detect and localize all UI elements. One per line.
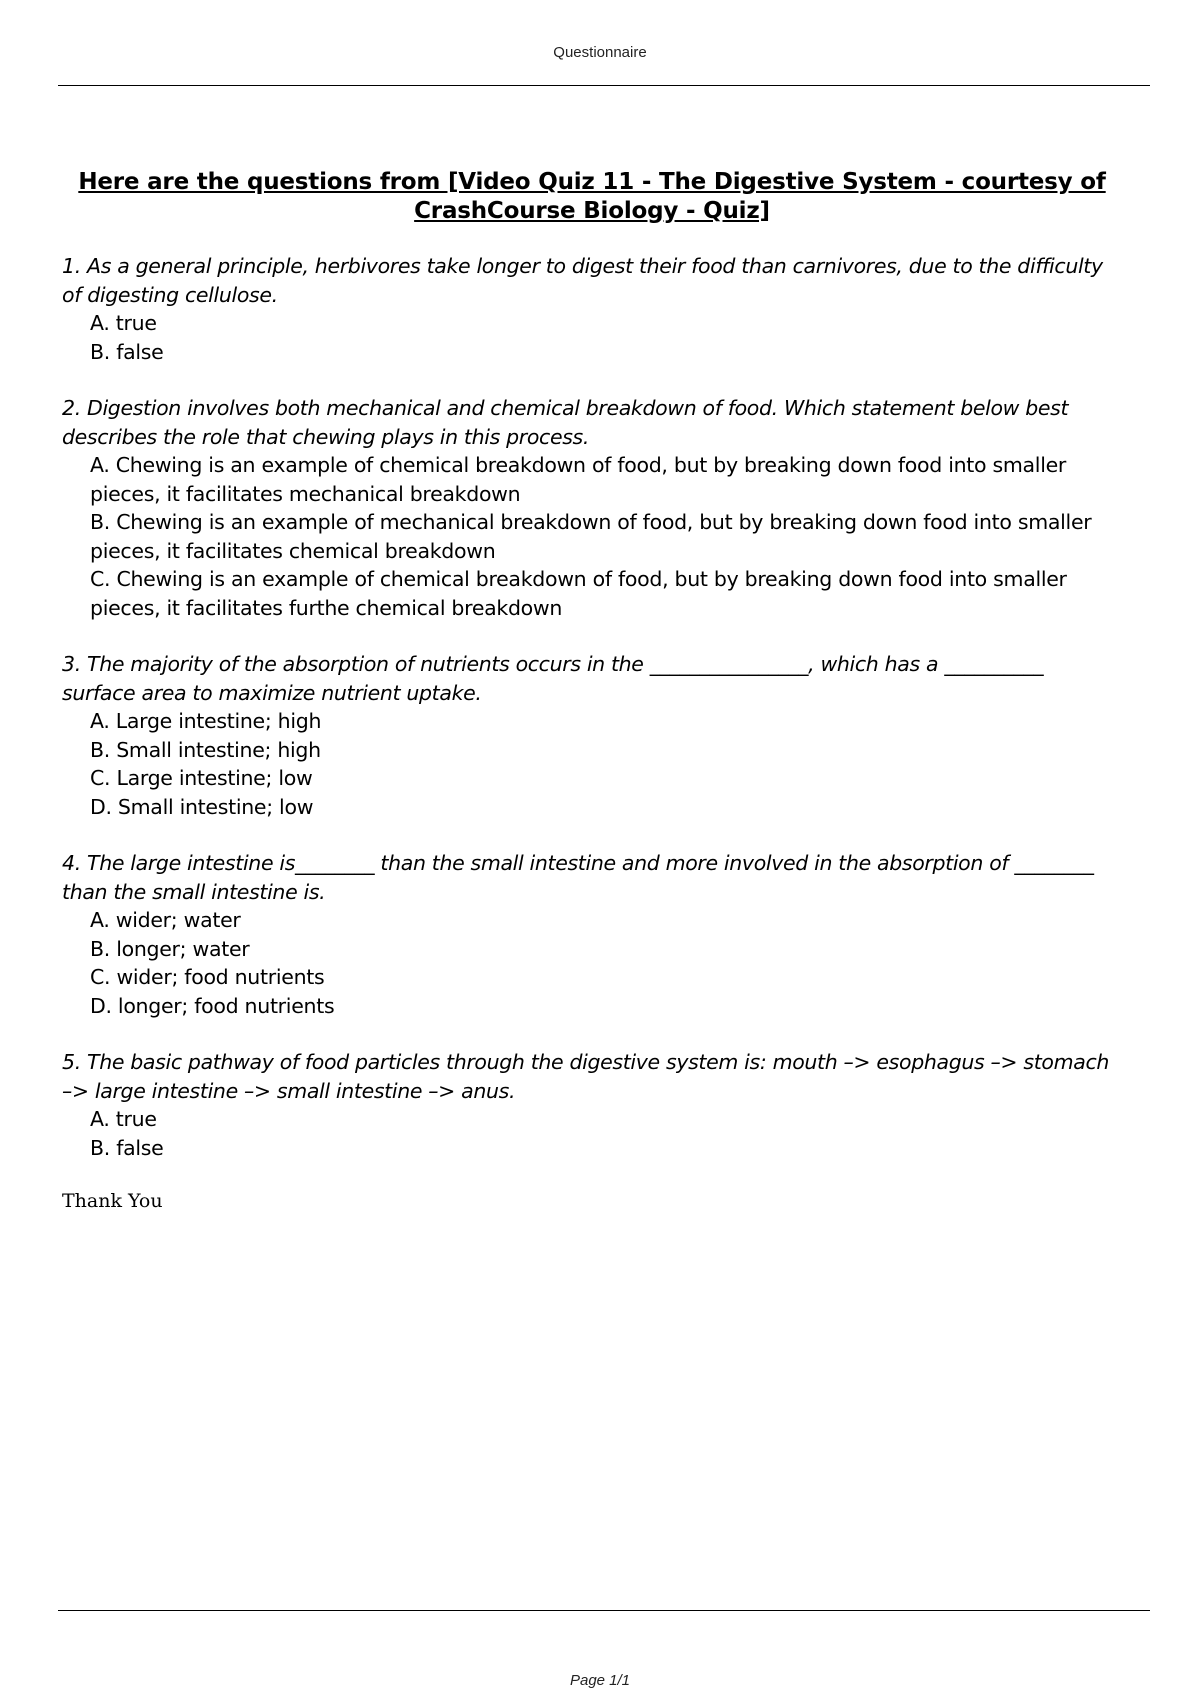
answer-option: B. false xyxy=(90,1135,164,1160)
question-text: 2. Digestion involves both mechanical and chemical breakdown of food. Which statement below best describes the role that chewing plays in this process. xyxy=(62,396,1069,449)
question-1 xyxy=(62,252,1122,366)
answer-option: A. true xyxy=(90,311,157,335)
answer-option: A. Large intestine; high xyxy=(90,709,322,733)
answer-option: A. true xyxy=(90,1107,157,1131)
question-text: 3. The majority of the absorption of nutrients occurs in the ________________, which has a __________ surface area to maximize nutrient uptake. xyxy=(62,652,1044,705)
answer-option: C. Chewing is an example of chemical breakdown of food, but by breaking down food into smaller pieces, it facilitates furthe chemical breakdown xyxy=(90,567,1067,620)
answer-option: B. Small intestine; high xyxy=(90,737,321,762)
header-divider xyxy=(58,85,1150,86)
answer-option: B. false xyxy=(90,339,164,364)
question-4 xyxy=(62,849,1122,1020)
document-body xyxy=(62,168,1122,1212)
answer-option: D. Small intestine; low xyxy=(90,794,314,819)
closing-text: Thank You xyxy=(62,1190,163,1212)
answer-option: A. wider; water xyxy=(90,908,241,932)
question-5 xyxy=(62,1048,1122,1162)
footer-divider xyxy=(58,1610,1150,1611)
answer-option: B. longer; water xyxy=(90,936,250,961)
question-text: 1. As a general principle, herbivores take longer to digest their food than carnivores, due to the difficulty of digesting cellulose. xyxy=(62,254,1103,307)
page-number: Page 1/1 xyxy=(569,1672,631,1689)
question-2 xyxy=(62,394,1122,622)
answer-option: C. wider; food nutrients xyxy=(90,965,325,989)
answer-option: B. Chewing is an example of mechanical breakdown of food, but by breaking down food into smaller pieces, it facilitates chemical breakdown xyxy=(90,510,1092,563)
question-3 xyxy=(62,650,1122,821)
page-header: Questionnaire xyxy=(553,44,647,61)
question-text: 4. The large intestine is________ than the small intestine and more involved in the absorption of ________ than the small intestine is. xyxy=(62,851,1094,904)
answer-option: C. Large intestine; low xyxy=(90,766,313,790)
answer-option: A. Chewing is an example of chemical breakdown of food, but by breaking down food into smaller pieces, it facilitates mechanical breakdown xyxy=(90,453,1067,506)
answer-option: D. longer; food nutrients xyxy=(90,993,335,1018)
document-title: Here are the questions from [Video Quiz 11 - The Digestive System - courtesy of CrashCourse Biology - Quiz] xyxy=(78,169,1106,224)
question-text: 5. The basic pathway of food particles through the digestive system is: mouth –> esophagus –> stomach –> large intestine –> small intestine –> anus. xyxy=(62,1050,1110,1103)
